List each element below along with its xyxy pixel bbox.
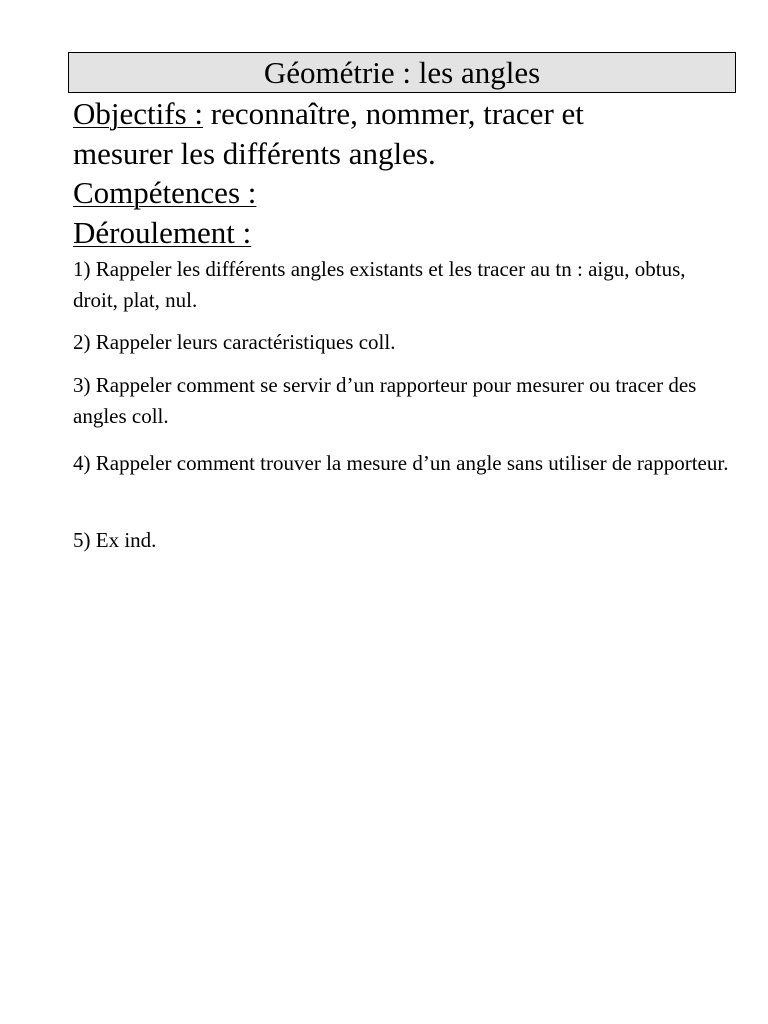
document-title: Géométrie : les angles <box>68 52 736 93</box>
competences-heading <box>73 173 256 213</box>
step-2: 2) Rappeler leurs caractéristiques coll. <box>73 330 396 354</box>
competences-label: Compétences : <box>73 175 257 210</box>
step-5: 5) Ex ind. <box>73 528 157 552</box>
step-3: 3) Rappeler comment se servir d’un rapporteur pour mesurer ou tracer des angles coll. <box>73 373 697 428</box>
deroulement-label: Déroulement : <box>73 215 252 250</box>
step-1: 1) Rappeler les différents angles existants et les tracer au tn : aigu, obtus, droit, plat, nul. <box>73 257 686 312</box>
deroulement-heading <box>73 213 251 253</box>
objectives-line-2: mesurer les différents angles. <box>73 136 436 171</box>
objectives-text: reconnaître, nommer, tracer et <box>203 96 584 131</box>
objectives-line-1 <box>73 94 584 134</box>
step-4: 4) Rappeler comment trouver la mesure d’un angle sans utiliser de rapporteur. <box>73 451 729 475</box>
objectives-label: Objectifs : <box>73 96 203 131</box>
